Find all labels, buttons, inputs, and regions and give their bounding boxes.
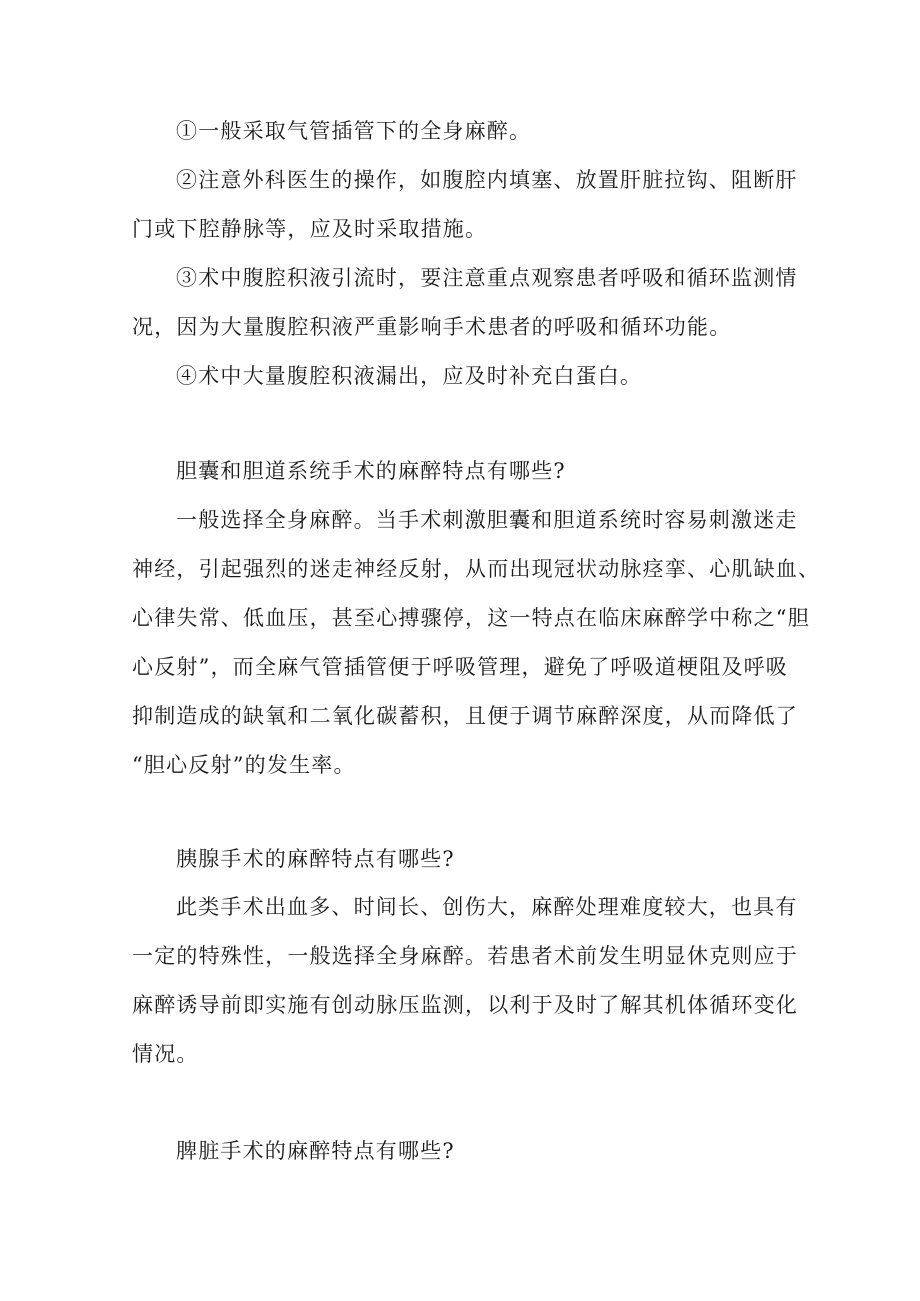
item-1-line-1: ①一般采取气管插管下的全身麻醉。 bbox=[176, 119, 532, 143]
answer-pancreas-line-2: 一定的特殊性，一般选择全身麻醉。若患者术前发生明显休克则应于 bbox=[132, 944, 798, 968]
item-3-line-2: 况，因为大量腹腔积液严重影响手术患者的呼吸和循环功能。 bbox=[132, 315, 732, 339]
item-3-line-1: ③术中腹腔积液引流时，要注意重点观察患者呼吸和循环监测情 bbox=[176, 266, 798, 290]
answer-pancreas-line-1: 此类手术出血多、时间长、创伤大，麻醉处理难度较大，也具有 bbox=[176, 895, 798, 919]
answer-pancreas-line-4: 情况。 bbox=[132, 1042, 199, 1066]
answer-gallbladder-line-1: 一般选择全身麻醉。当手术刺激胆囊和胆道系统时容易刺激迷走 bbox=[176, 508, 798, 532]
question-pancreas: 胰腺手术的麻醉特点有哪些? bbox=[176, 847, 455, 871]
answer-pancreas-line-3: 麻醉诱导前即实施有创动脉压监测，以利于及时了解其机体循环变化 bbox=[132, 993, 798, 1017]
item-2-line-2: 门或下腔静脉等，应及时采取措施。 bbox=[132, 217, 488, 241]
question-spleen: 脾脏手术的麻醉特点有哪些? bbox=[176, 1139, 455, 1163]
question-gallbladder: 胆囊和胆道系统手术的麻醉特点有哪些? bbox=[176, 459, 566, 483]
answer-gallbladder-line-4: 心反射”，而全麻气管插管便于呼吸管理，避免了呼吸道梗阻及呼吸 bbox=[132, 655, 788, 679]
item-2-line-1: ②注意外科医生的操作，如腹腔内填塞、放置肝脏拉钩、阻断肝 bbox=[176, 168, 798, 192]
answer-gallbladder-line-2: 神经，引起强烈的迷走神经反射，从而出现冠状动脉痉挛、心肌缺血、 bbox=[132, 557, 821, 581]
answer-gallbladder-line-3: 心律失常、低血压，甚至心搏骤停，这一特点在临床麻醉学中称之“胆 bbox=[132, 606, 810, 630]
answer-gallbladder-line-6: “胆心反射”的发生率。 bbox=[132, 753, 356, 777]
item-4-line-1: ④术中大量腹腔积液漏出，应及时补充白蛋白。 bbox=[176, 364, 643, 388]
answer-gallbladder-line-5: 抑制造成的缺氧和二氧化碳蓄积，且便于调节麻醉深度，从而降低了 bbox=[132, 704, 798, 728]
